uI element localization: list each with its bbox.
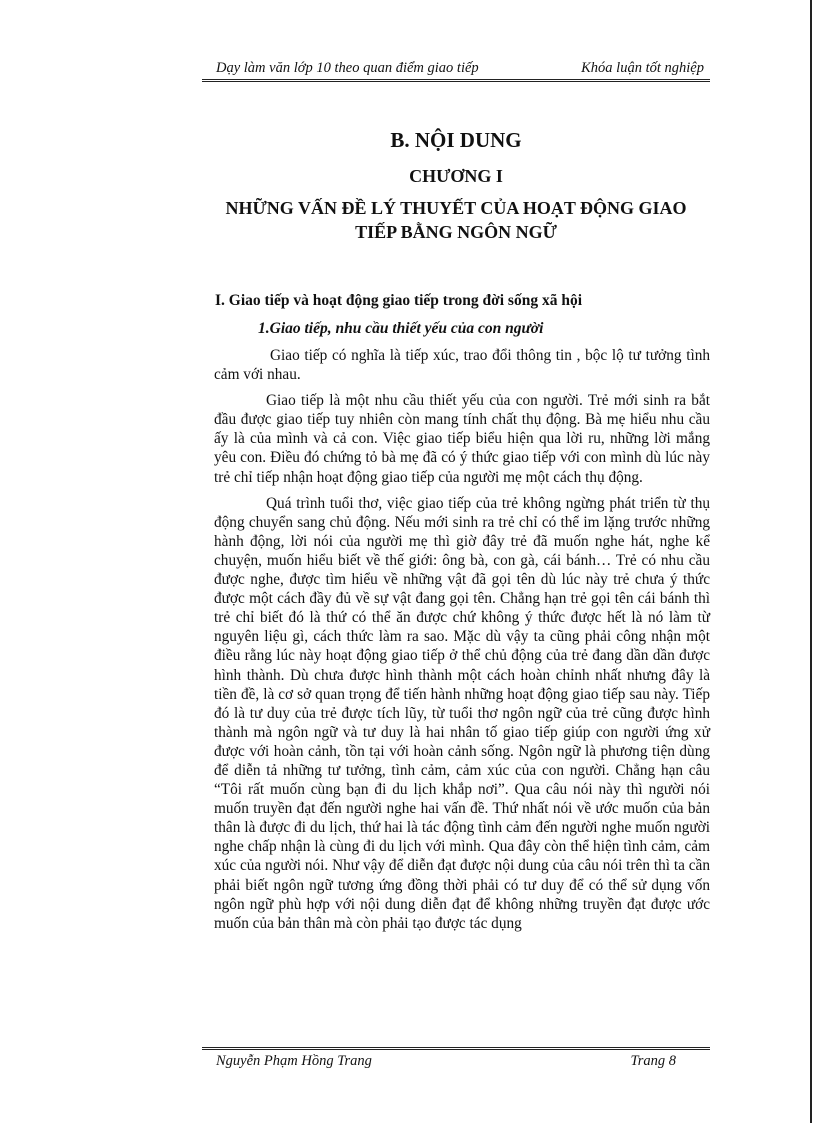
subsection-heading: I. Giao tiếp và hoạt động giao tiếp trong đời sống xã hội [215,292,583,309]
paragraph: Giao tiếp có nghĩa là tiếp xúc, trao đổi thông tin , bộc lộ tư tưởng tình cảm với nhau. [214,347,710,384]
header-rule-double [202,81,710,82]
page-edge-border [810,0,812,1123]
paragraph: Giao tiếp là một nhu cầu thiết yếu của con người. Trẻ mới sinh ra bắt đầu được giao tiếp tuy nhiên còn mang tính chất thụ động. Bà mẹ hiểu nhu cầu ấy là của mình và cả con. Việc giao tiếp biểu hiện qua lời ru, những lời mắng yêu con. Điều đó chứng tỏ bà mẹ đã có ý thức giao tiếp với con mình dù lúc này trẻ chỉ tiếp nhận hoạt động giao tiếp của người mẹ một cách thụ động. [214,392,710,486]
chapter-title-line-2: TIẾP BẰNG NGÔN NGỮ [355,222,557,242]
section-heading: B. NỘI DUNG [390,128,522,152]
page-footer [202,1051,710,1073]
chapter-title-line-1: NHỮNG VẤN ĐỀ LÝ THUYẾT CỦA HOẠT ĐỘNG GIAO [225,198,687,218]
page-header [202,58,710,80]
header-document-type: Khóa luận tốt nghiệp [581,60,704,76]
footer-rule-double [202,1049,710,1050]
footer-author: Nguyễn Phạm Hồng Trang [216,1053,372,1069]
footer-rule [202,1047,710,1048]
body-text [214,346,710,940]
subsubsection-heading: 1.Giao tiếp, nhu cầu thiết yếu của con người [258,320,544,337]
footer-page-number: Trang 8 [630,1053,676,1069]
header-document-title: Dạy làm văn lớp 10 theo quan điểm giao tiếp [216,60,479,76]
chapter-heading: CHƯƠNG I [409,166,503,186]
chapter-title [200,196,712,244]
header-rule [202,79,710,80]
paragraph: Quá trình tuổi thơ, việc giao tiếp của trẻ không ngừng phát triển từ thụ động chuyển sang chủ động. Nếu mới sinh ra trẻ chỉ có thể im lặng trước những hành động, lời nói của người mẹ thì giờ đây trẻ đã muốn nghe hát, nghe kể chuyện, muốn hiểu biết về thế giới: ông bà, con gà, cái bánh… Trẻ có nhu cầu được nghe, được tìm hiểu về những vật đã gọi tên dù lúc này trẻ chưa ý thức được một cách đầy đủ về sự vật đang gọi tên. Chẳng hạn trẻ gọi tên cái bánh thì trẻ chỉ biết đó là thứ có thể ăn được chứ không ý thức được hết là nó làm từ nguyên liệu gì, cách thức làm ra sao. Mặc dù vậy ta cũng phải công nhận một điều rằng lúc này hoạt động giao tiếp ở thể chủ động của trẻ đang dần dần được hình thành. Dù chưa được hình thành một cách hoàn chỉnh nhất nhưng đây là tiền đề, là cơ sở quan trọng để tiến hành những hoạt động giao tiếp sau này. Tiếp đó là tư duy của trẻ được tích lũy, từ tuổi thơ ngôn ngữ của trẻ cũng được hình thành mà ngôn ngữ và tư duy là hai nhân tố giao tiếp giúp con người ứng xử được với hoàn cảnh, tồn tại với hoàn cảnh sống. Ngôn ngữ là phương tiện dùng để diễn tả những tư tưởng, tình cảm, cảm xúc của con người. Chẳng hạn câu “Tôi rất muốn cùng bạn đi du lịch khắp nơi”. Qua câu nói này thì người nói muốn truyền đạt đến người nghe hai vấn đề. Thứ nhất nói về ước muốn của bản thân là được đi du lịch, thứ hai là tác động tình cảm đến người nghe muốn người nghe chấp nhận là cùng đi du lịch với mình. Qua đây còn thể hiện tình cảm, cảm xúc của người nói. Như vậy để diễn đạt được nội dung của câu nói trên thì ta cần phải biết ngôn ngữ tương ứng đồng thời phải có tư duy để có thể sử dụng vốn ngôn ngữ phù hợp với nội dung diễn đạt để không những truyền đạt được ước muốn của bản thân mà còn phải tạo được tác dụng [214,494,710,932]
